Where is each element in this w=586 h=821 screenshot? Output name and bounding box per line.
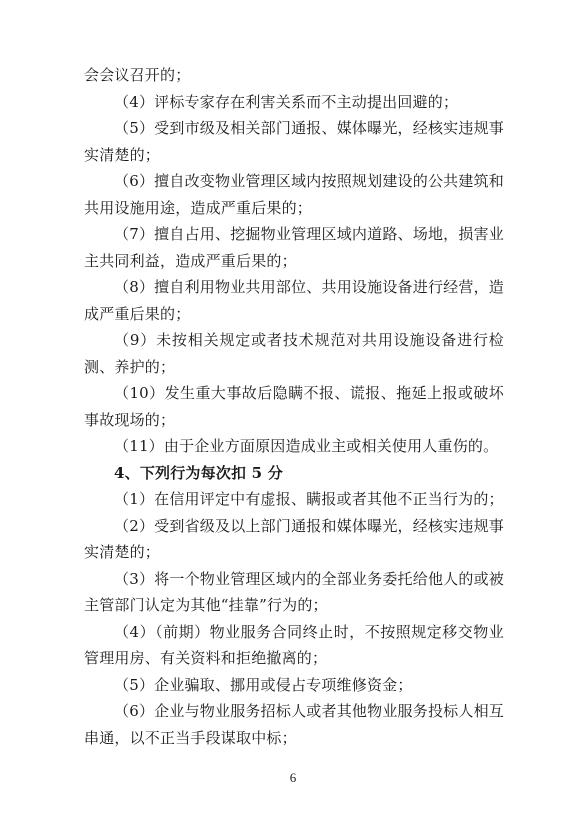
paragraph: （6）擅自改变物业管理区域内按照规划建设的公共建筑和共用设施用途，造成严重后果的； bbox=[84, 172, 504, 217]
document-body bbox=[84, 62, 504, 751]
paragraph: （3）将一个物业管理区域内的全部业务委托给他人的或被主管部门认定为其他“挂靠”行为的； bbox=[84, 569, 504, 614]
paragraph: （6）企业与物业服务招标人或者其他物业服务投标人相互串通，以不正当手段谋取中标； bbox=[84, 702, 504, 747]
paragraph: （4）（前期）物业服务合同终止时，不按照规定移交物业管理用房、有关资料和拒绝撤离的； bbox=[84, 622, 504, 667]
paragraph: （4）评标专家存在利害关系而不主动提出回避的； bbox=[114, 92, 459, 111]
paragraph: （11）由于企业方面原因造成业主或相关使用人重伤的。 bbox=[114, 437, 499, 455]
paragraph: （10）发生重大事故后隐瞒不报、谎报、拖延上报或破坏事故现场的； bbox=[84, 384, 504, 429]
paragraph: （9）未按相关规定或者技术规范对共用设施设备进行检测、养护的； bbox=[84, 331, 504, 376]
paragraph: （5）企业骗取、挪用或侵占专项维修资金； bbox=[114, 675, 413, 694]
section-heading: 4、下列行为每次扣 5 分 bbox=[114, 463, 283, 482]
paragraph: （2）受到省级及以上部门通报和媒体曝光，经核实违规事实清楚的； bbox=[84, 516, 504, 561]
paragraph: （1）在信用评定中有虚报、瞒报或者其他不正当行为的； bbox=[114, 490, 504, 508]
paragraph: （5）受到市级及相关部门通报、媒体曝光，经核实违规事实清楚的； bbox=[84, 119, 504, 164]
paragraph: （8）擅自利用物业共用部位、共用设施设备进行经营，造成严重后果的； bbox=[84, 278, 504, 323]
paragraph: 会会议召开的； bbox=[84, 66, 191, 84]
page-number: 6 bbox=[289, 770, 297, 785]
paragraph: （7）擅自占用、挖掘物业管理区域内道路、场地，损害业主共同利益，造成严重后果的； bbox=[84, 225, 504, 270]
